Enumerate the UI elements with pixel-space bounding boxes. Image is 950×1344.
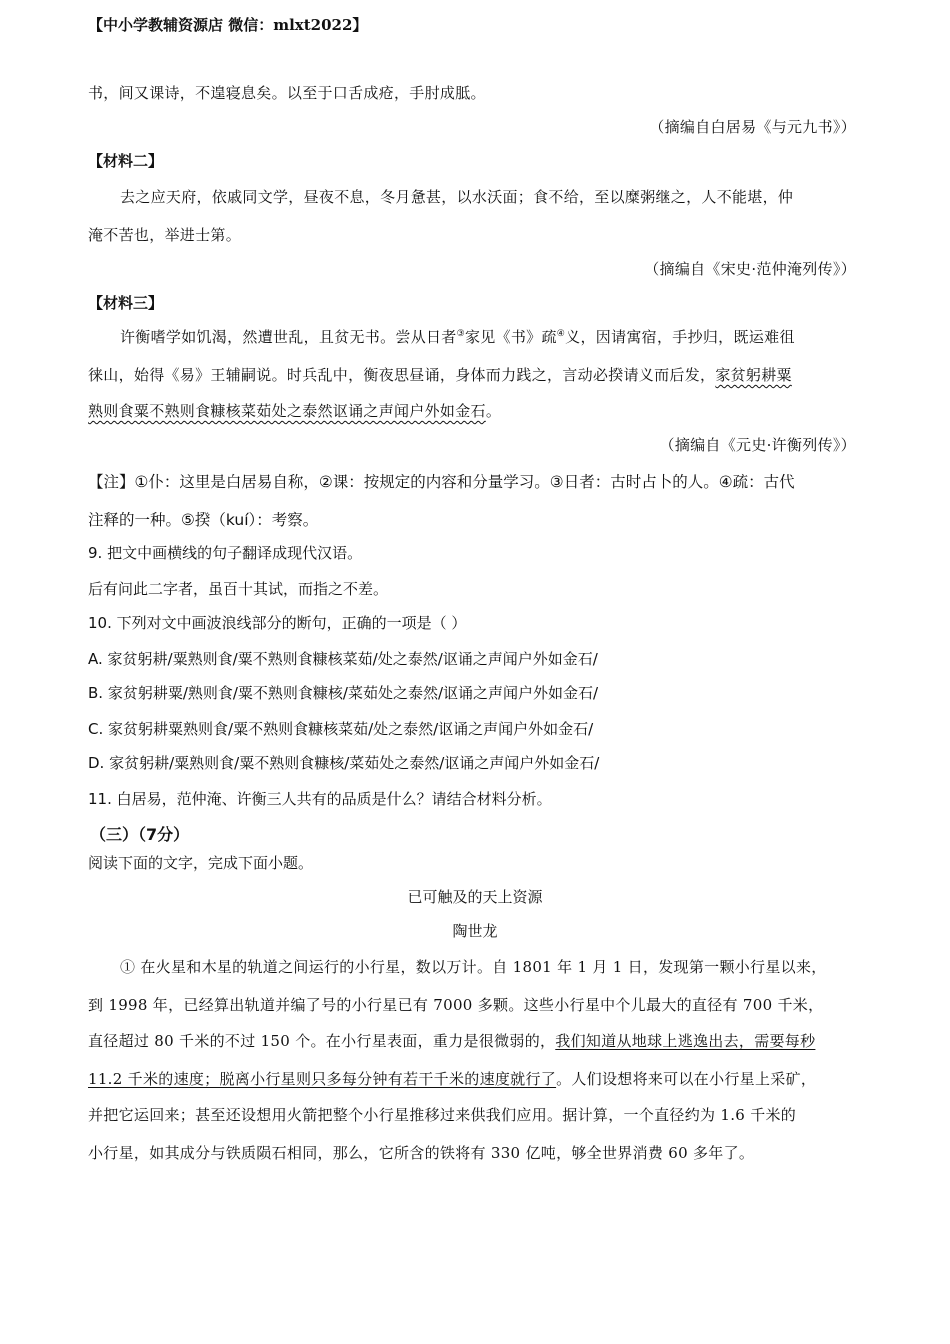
notes-line1: 【注】①仆：这里是白居易自称，②课：按规定的内容和分量学习。③日者：古时占卜的人。④疏：古代: [88, 473, 795, 491]
material2-title: 【材料二】: [88, 152, 164, 170]
section-instruction: 阅读下面的文字，完成下面小题。: [88, 854, 314, 872]
material1-source: （摘编自白居易《与元九书》）: [649, 118, 856, 136]
material3-line1-a: 许衡嗜学如饥渴，然遭世乱，且贫无书。尝从日者: [120, 328, 457, 346]
material3-source: （摘编自《元史·许衡列传》）: [659, 436, 856, 454]
wavy-underlined-text-cont: 熟则食粟不熟则食糠核菜茹处之泰然讴诵之声闻户外如金石: [88, 402, 486, 420]
material3-line2: [88, 364, 792, 385]
note-ref-4: ④: [556, 329, 566, 339]
article-p1-line2: 到 1998 年，已经算出轨道并编了号的小行星已有 7000 多颗。这些小行星中个儿最大的直径有 700 千米，: [88, 996, 824, 1014]
material3-line1-c: 义，因请寓宿，手抄归，既运难徂: [565, 328, 795, 346]
question-10: 10. 下列对文中画波浪线部分的断句，正确的一项是（ ）: [88, 614, 467, 632]
article-p1-line3-plain: 直径超过 80 千米的不过 150 个。在小行星表面，重力是很微弱的，: [88, 1032, 556, 1050]
material2-line1: 去之应天府，依戚同文学，昼夜不息，冬月惫甚，以水沃面；食不给，至以糜粥继之，人不能堪，仲: [120, 188, 794, 206]
option-d: D. 家贫躬耕/粟熟则食/粟不熟则食糠核/菜茹处之泰然/讴诵之声闻户外如金石/: [88, 754, 600, 772]
option-c: C. 家贫躬耕粟熟则食/粟不熟则食糠核菜茹/处之泰然/讴诵之声闻户外如金石/: [88, 720, 594, 738]
material3-line3-end: 。: [485, 402, 502, 420]
underlined-sentence: 我们知道从地球上逃逸出去，需要每秒: [555, 1032, 816, 1050]
section-heading: （三）（7分）: [90, 825, 190, 844]
article-p1-line6: 小行星，如其成分与铁质陨石相同，那么，它所含的铁将有 330 亿吨，够全世界消费 60 多年了。: [88, 1144, 755, 1162]
question-9-sentence: 后有问此二字者，虽百十其试，而指之不差。: [88, 580, 389, 598]
underlined-sentence-cont: 11.2 千米的速度；脱离小行星则只多每分钟有若干千米的速度就行了: [88, 1070, 557, 1088]
article-title: 已可触及的天上资源: [407, 888, 543, 906]
option-b: B. 家贫躬耕粟/熟则食/粟不熟则食糠核/菜茹处之泰然/讴诵之声闻户外如金石/: [88, 684, 599, 702]
material3-line2-plain: 徕山，始得《易》王辅嗣说。时兵乱中，衡夜思昼诵，身体而力践之，言动必揆请义而后发，: [88, 366, 716, 384]
material3-line3: [88, 400, 501, 421]
article-p1-line4: [88, 1068, 816, 1089]
article-p1-line3: [88, 1030, 815, 1051]
article-p1-line4-plain: 。人们设想将来可以在小行星上采矿，: [556, 1070, 817, 1088]
watermark-header: 【中小学教辅资源店 微信：mlxt2022】: [88, 16, 368, 34]
question-9: 9. 把文中画横线的句子翻译成现代汉语。: [88, 544, 363, 562]
article-p1-line1: ① 在火星和木星的轨道之间运行的小行星，数以万计。自 1801 年 1 月 1 日，发现第一颗小行星以来，: [120, 958, 827, 976]
option-a: A. 家贫躬耕/粟熟则食/粟不熟则食糠核菜茹/处之泰然/讴诵之声闻户外如金石/: [88, 650, 598, 668]
article-author: 陶世龙: [452, 922, 498, 940]
question-11: 11. 白居易，范仲淹、许衡三人共有的品质是什么？请结合材料分析。: [88, 790, 552, 808]
note-ref-3: ③: [456, 329, 465, 339]
notes-line2: 注释的一种。⑤揆（kuí）：考察。: [88, 511, 319, 529]
material2-source: （摘编自《宋史·范仲淹列传》）: [644, 260, 856, 278]
material2-line2: 淹不苦也，举进士第。: [88, 226, 242, 244]
material3-line1: [120, 326, 795, 347]
material1-line: 书，间又课诗，不遑寝息矣。以至于口舌成疮，手肘成胝。: [88, 84, 486, 102]
wavy-underlined-text: 家贫躬耕粟: [715, 366, 792, 384]
article-p1-line5: 并把它运回来；甚至还设想用火箭把整个小行星推移过来供我们应用。据计算，一个直径约为 1.6 千米的: [88, 1106, 797, 1124]
material3-title: 【材料三】: [88, 294, 164, 312]
material3-line1-b: 家见《书》疏: [464, 328, 557, 346]
